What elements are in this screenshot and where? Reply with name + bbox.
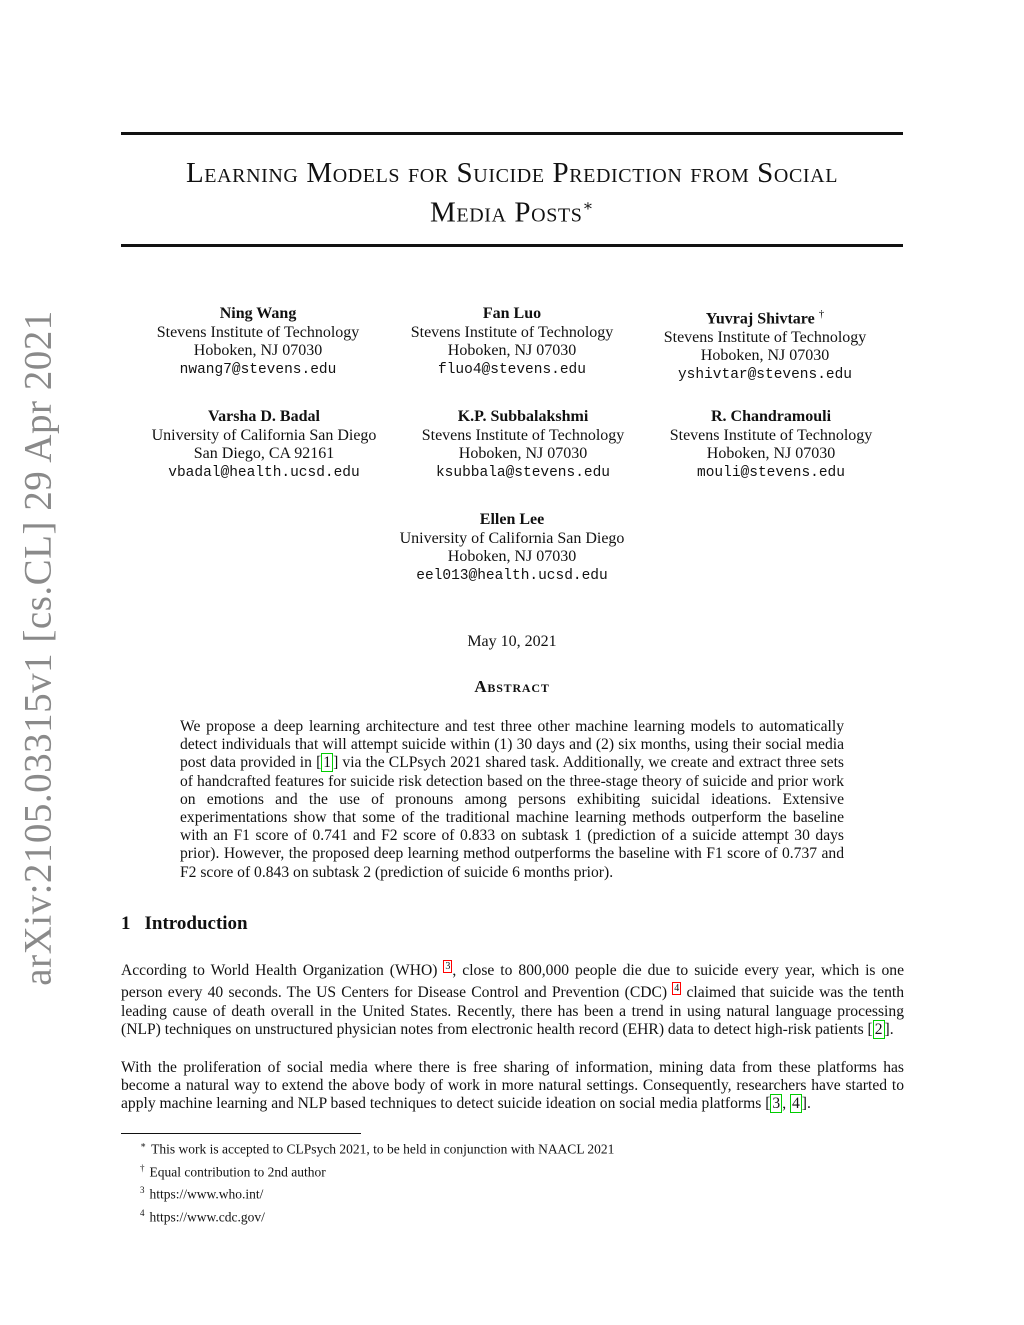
footnote — [140, 1181, 614, 1204]
citation-link[interactable]: 3 — [772, 1095, 781, 1113]
author-name-wrapper — [615, 305, 915, 329]
arxiv-identifier-stamp: arXiv:2105.03315v1 [cs.CL] 29 Apr 2021 — [16, 310, 60, 986]
author-card — [114, 408, 414, 482]
section-number: 1 — [121, 913, 131, 934]
citation-separator: , — [782, 1095, 790, 1113]
author-email[interactable]: nwang7@stevens.edu — [179, 361, 337, 378]
footnote — [140, 1136, 614, 1159]
section-title: Introduction — [144, 913, 248, 934]
title-bottom-rule — [121, 244, 903, 247]
footnote-text: Equal contribution to 2nd author — [149, 1164, 326, 1179]
author-affiliation: Stevens Institute of Technology — [421, 426, 625, 444]
footnote-link[interactable]: 4 — [674, 983, 680, 995]
author-name: Fan Luo — [482, 305, 542, 322]
footnote-mark: † — [140, 1162, 145, 1173]
abstract-body — [180, 718, 844, 882]
author-affiliation: Stevens Institute of Technology — [669, 426, 873, 444]
abstract-text: We propose a deep learning architecture and test three other machine learning models to automatically detect individuals that will attempt suicide within (1) 30 days and (2) six months, using their social media post data provided in [ — [180, 718, 844, 772]
author-affiliation: Stevens Institute of Technology — [663, 328, 867, 346]
body-text: ]. — [884, 1020, 894, 1038]
author-affiliation: University of California San Diego — [399, 529, 625, 547]
author-location: Hoboken, NJ 07030 — [458, 445, 588, 462]
body-text: , close to 800,000 people die due to suicide every year, which is one person every 40 seconds. The US Centers for Disease Control and Prevention (CDC) — [121, 962, 904, 1002]
intro-paragraph — [121, 958, 904, 1039]
author-card — [621, 408, 921, 482]
paper-title-line-1: Learning Models for Suicide Prediction from Social — [185, 157, 839, 189]
author-location: Hoboken, NJ 07030 — [447, 548, 577, 565]
author-name: R. Chandramouli — [710, 408, 832, 425]
author-email[interactable]: ksubbala@stevens.edu — [435, 464, 611, 481]
citation-link[interactable]: 2 — [874, 1020, 883, 1038]
paper-title — [121, 156, 903, 230]
author-card — [615, 305, 915, 384]
author-affiliation: Stevens Institute of Technology — [410, 323, 614, 341]
footnote-mark: 4 — [140, 1207, 145, 1218]
footnote-url[interactable]: https://www.cdc.gov/ — [149, 1209, 265, 1224]
author-email[interactable]: mouli@stevens.edu — [697, 464, 845, 481]
footnotes — [140, 1136, 614, 1226]
author-name: Ellen Lee — [479, 511, 545, 528]
author-email[interactable]: yshivtar@stevens.edu — [677, 366, 853, 383]
author-affiliation: Stevens Institute of Technology — [156, 323, 360, 341]
paper-date: May 10, 2021 — [467, 633, 557, 650]
intro-paragraph — [121, 1059, 904, 1114]
footnote-link[interactable]: 3 — [445, 961, 451, 972]
author-email[interactable]: fluo4@stevens.edu — [438, 361, 586, 378]
footnote-mark: ∗ — [140, 1140, 147, 1150]
author-card — [362, 511, 662, 585]
footnote-text: This work is accepted to CLPsych 2021, to be held in conjunction with NAACL 2021 — [151, 1141, 615, 1157]
author-location: Hoboken, NJ 07030 — [700, 347, 830, 365]
footnote-separator — [121, 1133, 361, 1134]
footnote — [140, 1159, 614, 1182]
author-name: Ning Wang — [219, 305, 297, 322]
author-affiliation: University of California San Diego — [151, 426, 377, 444]
author-name: K.P. Subbalakshmi — [457, 408, 589, 425]
author-name: Varsha D. Badal — [208, 408, 320, 425]
paper-title-line-2: Media Posts — [430, 196, 583, 229]
author-equal-contribution-mark: † — [818, 308, 825, 320]
author-location: Hoboken, NJ 07030 — [706, 445, 836, 462]
citation-link[interactable]: 1 — [323, 754, 332, 772]
footnote-url[interactable]: https://www.who.int/ — [149, 1186, 264, 1202]
body-text: ]. — [801, 1095, 811, 1113]
footnote-mark: 3 — [140, 1185, 145, 1195]
author-name: Yuvraj Shivtare — [705, 310, 815, 328]
body-text: According to World Health Organization (WHO) — [121, 962, 444, 980]
abstract-heading: Abstract — [474, 677, 550, 696]
body-text: With the proliferation of social media where there is free sharing of information, mining data from these platforms has become a natural way to extend the above body of work in more natural settings. Consequently, researchers have started to apply machine learning and NLP based techniques to detect suicide ideation on social media platforms [ — [121, 1059, 904, 1113]
author-location: San Diego, CA 92161 — [193, 445, 335, 462]
footnote — [140, 1204, 614, 1227]
section-heading — [121, 913, 248, 935]
author-email[interactable]: eel013@health.ucsd.edu — [416, 567, 608, 584]
title-top-rule — [121, 132, 903, 135]
body-text: claimed that suicide was the tenth leading cause of death overall in the United States. Recently, there has been a trend in using natural language processing (NLP) techniques on unstructured physician notes from electronic health record (EHR) data to detect high-risk patients [ — [121, 984, 905, 1038]
citation-link[interactable]: 4 — [792, 1095, 800, 1113]
title-footnote-marker: ∗ — [582, 198, 594, 215]
author-location: Hoboken, NJ 07030 — [447, 342, 577, 359]
abstract-text: ] via the CLPsych 2021 shared task. Additionally, we create and extract three sets of handcrafted features for suicide risk detection based on the three-stage theory of suicide and prior work on emotions and the use of pronouns among persons exhibiting suicidal ideations. Extensive experimentations show that some of the traditional machine learning methods outperform the baseline with an F1 score of 0.741 and F2 score of 0.833 on subtask 1 (prediction of a suicide attempt 30 days prior). However, the proposed deep learning method outperforms the baseline with F1 score of 0.737 and F2 score of 0.843 on subtask 2 (prediction of suicide 6 months prior). — [180, 754, 844, 881]
author-location: Hoboken, NJ 07030 — [193, 342, 323, 359]
author-email[interactable]: vbadal@health.ucsd.edu — [168, 464, 360, 481]
